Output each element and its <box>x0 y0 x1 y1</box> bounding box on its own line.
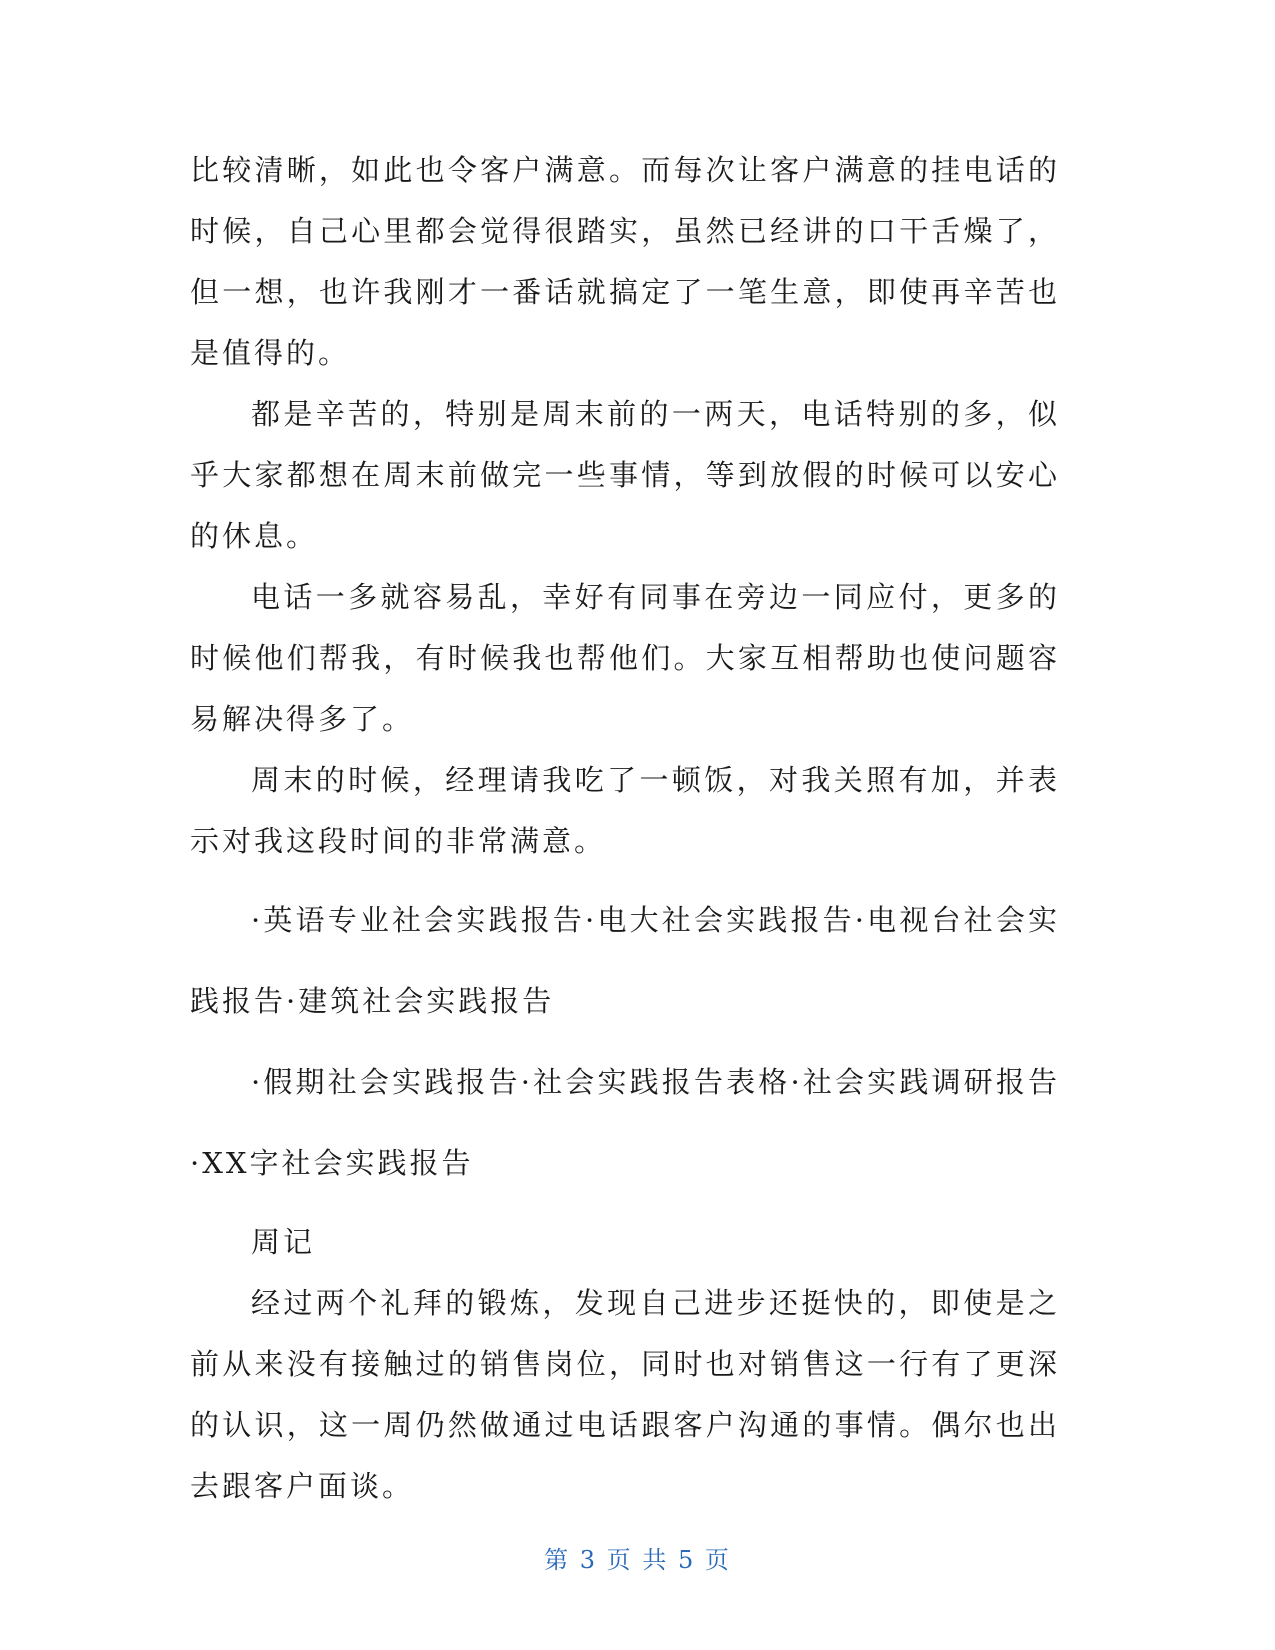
paragraph-continued: 比较清晰，如此也令客户满意。而每次让客户满意的挂电话的时候，自己心里都会觉得很踏实，虽然已经讲的口干舌燥了，但一想，也许我刚才一番话就搞定了一笔生意，即使再辛苦也是值得的。 <box>190 153 1060 370</box>
footer-label-page-unit: 页 <box>606 1546 633 1574</box>
related-links-line[interactable]: ·英语专业社会实践报告·电大社会实践报告·电视台社会实践报告·建筑社会实践报告 <box>190 903 1060 1018</box>
footer-total-pages: 5 <box>677 1546 696 1574</box>
paragraph: 电话一多就容易乱，幸好有同事在旁边一同应付，更多的时候他们帮我，有时候我也帮他们。大家互相帮助也使问题容易解决得多了。 <box>190 580 1060 736</box>
document-body <box>190 140 1060 1517</box>
section-heading: 周记 <box>251 1225 316 1259</box>
paragraph: 经过两个礼拜的锻炼，发现自己进步还挺快的，即使是之前从来没有接触过的销售岗位，同时也对销售这一行有了更深的认识，这一周仍然做通过电话跟客户沟通的事情。偶尔也出去跟客户面谈。 <box>190 1286 1060 1503</box>
footer-label-total-unit: 页 <box>704 1546 731 1574</box>
footer-label-page: 第 <box>544 1546 571 1574</box>
footer-label-total: 共 <box>642 1546 669 1574</box>
footer-current-page: 3 <box>579 1546 598 1574</box>
page-footer <box>0 1540 1275 1575</box>
related-links-line[interactable]: ·假期社会实践报告·社会实践报告表格·社会实践调研报告·XX字社会实践报告 <box>190 1065 1060 1180</box>
paragraph: 周末的时候，经理请我吃了一顿饭，对我关照有加，并表示对我这段时间的非常满意。 <box>190 763 1060 858</box>
paragraph: 都是辛苦的，特别是周末前的一两天，电话特别的多，似乎大家都想在周末前做完一些事情，等到放假的时候可以安心的休息。 <box>190 397 1060 553</box>
